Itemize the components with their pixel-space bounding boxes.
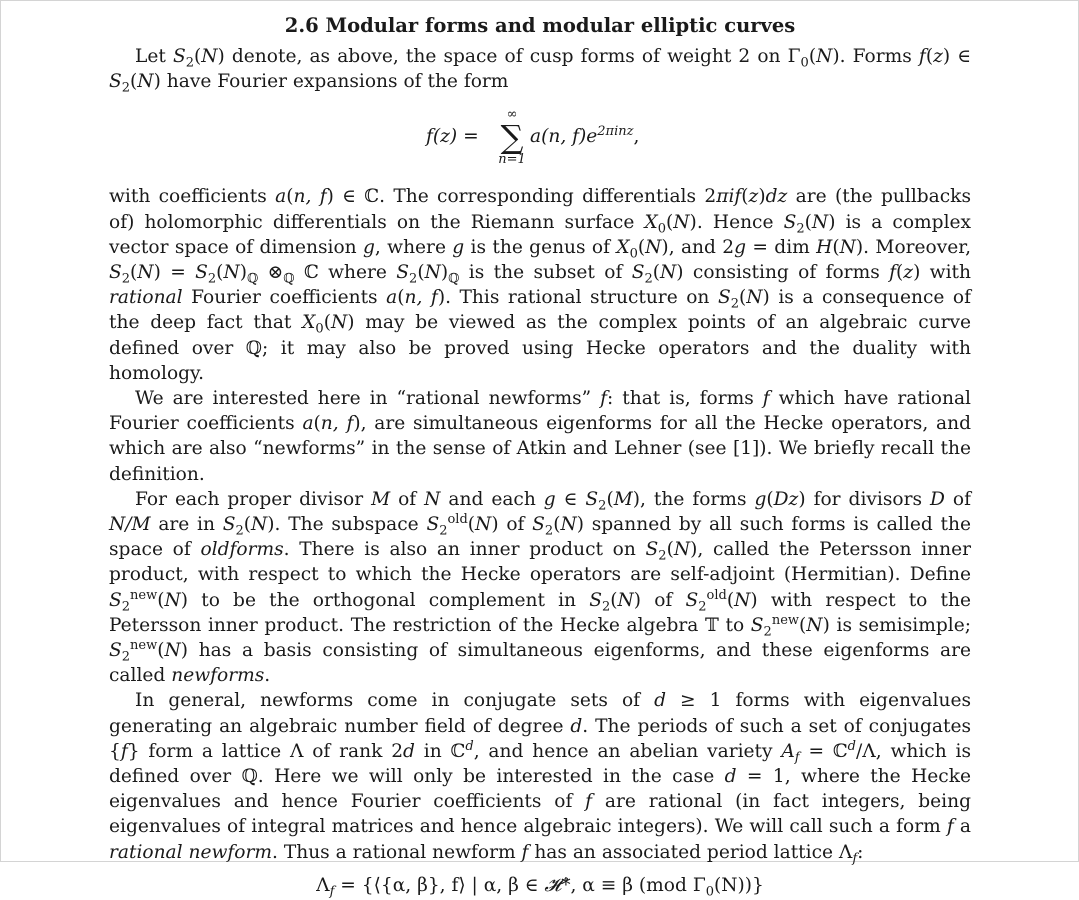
equation-lhs: f(z) = — [426, 126, 479, 148]
paper-page — [109, 12, 971, 898]
paragraph-2: with coefficients a(n, f) ∈ ℂ. The corresponding differentials 2πif(z)dz are (the pullbacks of) holomorphic differentials on the Riemann surface $X_0(N)$. Hence $S_2(N)$ is a complex vector space of dimension g, where g is the genus of $X_0(N)$, and 2g = dim H(N). Moreover, $S_2(N) = S_2(N)_ℚ$ $\otimes_ℚ$ ℂ where $S_2(N)_ℚ$ is the subset of $S_2(N)$ consisting of forms f(z) with rational Fourier coefficients a(n, f). This rational structure on $S_2(N)$ is a consequence of the deep fact that $X_0(N)$ may be viewed as the complex points of an algebraic curve defined over ℚ; it may also be proved using Hecke operators and the duality with homology. — [109, 186, 972, 384]
summation: ∞ ∑ n=1 — [498, 107, 526, 168]
equation-rhs: a(n, $f)e^{2\pi inz}$, — [530, 124, 640, 148]
paragraph-5: In general, newforms come in conjugate sets of d ≥ 1 forms with eigenvalues generating an algebraic number field of degree d. The periods of such a set of conjugates {f} form a lattice Λ of rank 2d in ℂ$^d$, and hence an abelian variety $A_f$ = ℂ$^d$/Λ, which is defined over ℚ. Here we will only be interested in the case d = 1, where the Hecke eigenvalues and hence Fourier coefficients of f are rational (in fact integers, being eigenvalues of integral matrices and hence algebraic integers). We will call such a form f a rational newform. Thus a rational newform f has an associated period lattice $\Lambda_f$: — [109, 690, 971, 867]
paragraph-3: We are interested here in “rational newforms” f: that is, forms f which have rational Fourier coefficients a(n, f), are simultaneous eigenforms for all the Hecke operators, and which are also “newforms” in the sense of Atkin and Lehner (see [1]). We briefly recall the definition. — [109, 388, 972, 485]
equation-fourier-expansion — [109, 94, 971, 184]
equation-period-lattice: $\Lambda_f$ = {⟨{α, β}, f⟩ | α, β ∈ 𝓗*, α ≡ β (mod $\Gamma_0(N)$)} — [316, 874, 764, 900]
section-heading: 2.6 Modular forms and modular elliptic curves — [284, 14, 796, 37]
paragraph-4: For each proper divisor M of N and each g ∈ $S_2(M)$, the forms g(Dz) for divisors D of N/M are in $S_2(N)$. The subspace $S_2^{old}(N)$ of $S_2(N)$ spanned by all such forms is called the space of oldforms. There is also an inner product on $S_2(N)$, called the Petersson inner product, with respect to which the Hecke operators are self-adjoint (Hermitian). Define $S_2^{new}(N)$ to be the orthogonal complement in $S_2(N)$ of $S_2^{old}(N)$ with respect to the Petersson inner product. The restriction of the Hecke algebra 𝕋 to $S_2^{new}(N)$ is semisimple; $S_2^{new}(N)$ has a basis consisting of simultaneous eigenforms, and these eigenforms are called newforms. — [109, 488, 972, 687]
paragraph-1: Let $S_2(N)$ denote, as above, the space of cusp forms of weight 2 on $\Gamma_0(N)$. Forms f(z) ∈ $S_2(N)$ have Fourier expansions of the form — [109, 46, 972, 96]
